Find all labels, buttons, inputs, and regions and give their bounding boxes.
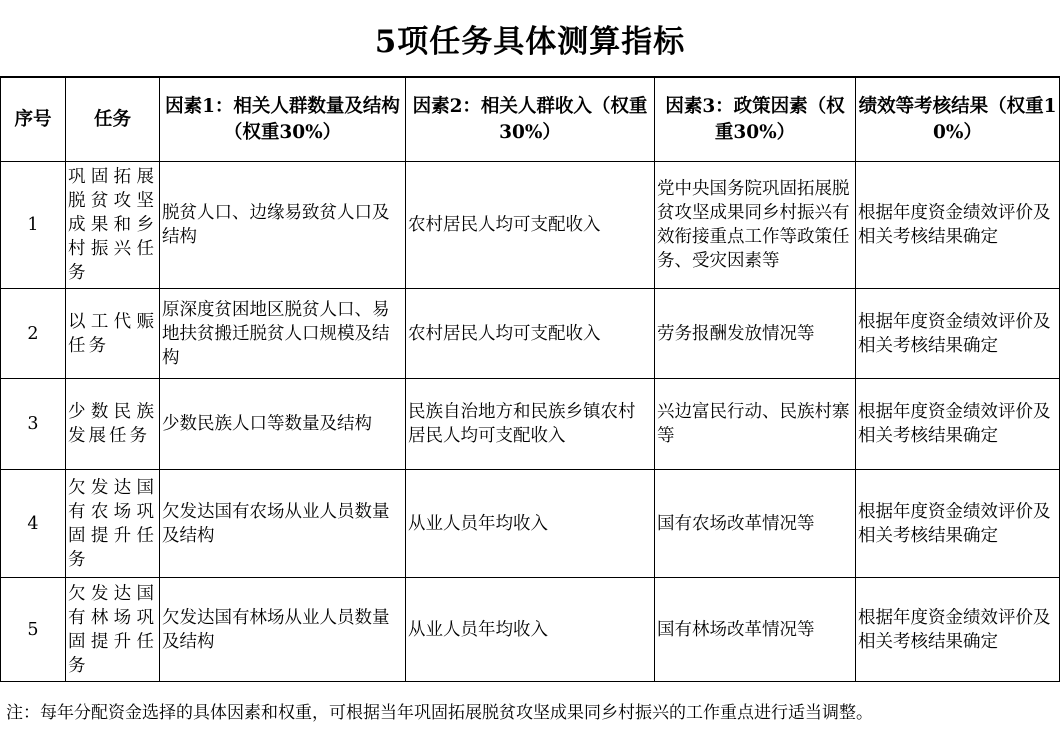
header-factor2: 因素2：相关人群收入（权重30%）: [406, 78, 655, 162]
row-factor1: 欠发达国有林场从业人员数量及结构: [160, 578, 406, 682]
header-factor1: 因素1：相关人群数量及结构（权重30%）: [160, 78, 406, 162]
row-seq: 1: [1, 162, 66, 289]
row-task: 欠发达国有农场巩固提升任务: [66, 470, 160, 578]
table-row: [1, 379, 1060, 470]
row-factor2: 民族自治地方和民族乡镇农村居民人均可支配收入: [406, 379, 655, 470]
row-seq: 5: [1, 578, 66, 682]
table-row: [1, 578, 1060, 682]
row-factor1: 脱贫人口、边缘易致贫人口及结构: [160, 162, 406, 289]
header-factor3: 因素3：政策因素（权重30%）: [655, 78, 856, 162]
table-row: [1, 470, 1060, 578]
row-performance: 根据年度资金绩效评价及相关考核结果确定: [856, 162, 1060, 289]
row-factor3: 国有林场改革情况等: [655, 578, 856, 682]
row-factor3: 国有农场改革情况等: [655, 470, 856, 578]
row-factor3: 党中央国务院巩固拓展脱贫攻坚成果同乡村振兴有效衔接重点工作等政策任务、受灾因素等: [655, 162, 856, 289]
row-performance: 根据年度资金绩效评价及相关考核结果确定: [856, 379, 1060, 470]
indicator-table: [0, 77, 1060, 682]
table-header-row: [1, 78, 1060, 162]
header-seq: 序号: [1, 78, 66, 162]
row-performance: 根据年度资金绩效评价及相关考核结果确定: [856, 289, 1060, 379]
table-row: [1, 162, 1060, 289]
table-row: [1, 289, 1060, 379]
row-factor1: 原深度贫困地区脱贫人口、易地扶贫搬迁脱贫人口规模及结构: [160, 289, 406, 379]
row-task: 欠发达国有林场巩固提升任务: [66, 578, 160, 682]
row-seq: 4: [1, 470, 66, 578]
row-task: 以工代赈任务: [66, 289, 160, 379]
row-seq: 2: [1, 289, 66, 379]
row-factor2: 从业人员年均收入: [406, 470, 655, 578]
row-factor2: 农村居民人均可支配收入: [406, 289, 655, 379]
row-performance: 根据年度资金绩效评价及相关考核结果确定: [856, 470, 1060, 578]
row-factor2: 从业人员年均收入: [406, 578, 655, 682]
row-factor1: 欠发达国有农场从业人员数量及结构: [160, 470, 406, 578]
row-factor3: 兴边富民行动、民族村寨等: [655, 379, 856, 470]
row-factor3: 劳务报酬发放情况等: [655, 289, 856, 379]
table-note: 注：每年分配资金选择的具体因素和权重，可根据当年巩固拓展脱贫攻坚成果同乡村振兴的工作重点进行适当调整。: [6, 703, 873, 723]
row-performance: 根据年度资金绩效评价及相关考核结果确定: [856, 578, 1060, 682]
row-seq: 3: [1, 379, 66, 470]
header-performance: 绩效等考核结果（权重10%）: [856, 78, 1060, 162]
document-title: 5项任务具体测算指标: [0, 0, 1060, 77]
row-task: 少数民族发展任务: [66, 379, 160, 470]
row-factor1: 少数民族人口等数量及结构: [160, 379, 406, 470]
row-factor2: 农村居民人均可支配收入: [406, 162, 655, 289]
header-task: 任务: [66, 78, 160, 162]
row-task: 巩固拓展脱贫攻坚成果和乡村振兴任务: [66, 162, 160, 289]
